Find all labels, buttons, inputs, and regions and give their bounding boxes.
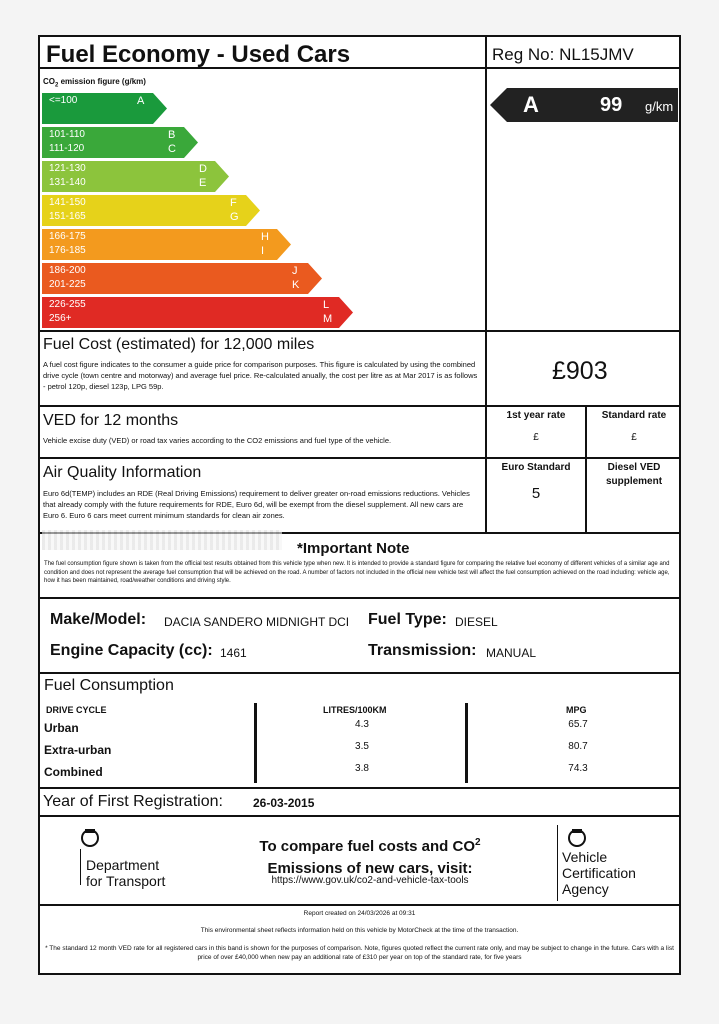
divider	[485, 67, 487, 405]
compare-url: https://www.gov.uk/co2-and-vehicle-tax-tools	[271, 875, 469, 886]
dft-name: Department for Transport	[86, 857, 166, 889]
divider	[254, 703, 257, 783]
co2-band-letter: F	[230, 197, 237, 209]
fuel-type-value: DIESEL	[455, 615, 498, 629]
compare-heading: To compare fuel costs and $CO^2$ Emissions of new cars, visit:	[259, 837, 481, 877]
co2-chart-label: $CO_2$ emission figure (g/km)	[43, 77, 146, 89]
co2-band	[42, 127, 198, 158]
consumption-mpg: 74.3	[568, 763, 588, 774]
first-registration-label: Year of First Registration:	[43, 793, 223, 810]
important-note-text: The fuel consumption figure shown is taken from the official test results obtained from this vehicle type when new. It is intended to provide a standard figure for comparing the relative fuel economy of different vehicles of a similar age and condition and does not represent the average fuel consumption that will be achieved on the road. A number of factors not included in the official new vehicle test will affect the fuel consumption achieved on the road including: vehicle age, how it has been maintained, road/weather conditions and driving style.	[44, 561, 670, 584]
co2-band-range: 186-200	[49, 265, 86, 276]
divider	[40, 787, 679, 789]
ved-description: Vehicle excise duty (VED) or road tax varies according to the CO2 emissions and fuel type of the vehicle.	[43, 436, 392, 445]
divider	[465, 703, 468, 783]
fuel-cost-amount: £903	[552, 357, 608, 385]
co2-band-letter: G	[230, 211, 239, 223]
co2-band-letter: B	[168, 129, 176, 141]
transmission-label: Transmission:	[368, 642, 477, 659]
co2-band-range: 131-140	[49, 177, 86, 188]
mpg-header: MPG	[566, 705, 587, 715]
co2-band-range: <=100	[49, 95, 78, 106]
euro-standard-label: Euro Standard	[501, 462, 571, 473]
consumption-litres: 4.3	[355, 719, 369, 730]
redacted-strip	[42, 530, 282, 550]
consumption-mpg: 80.7	[568, 741, 588, 752]
divider	[40, 67, 679, 69]
fuel-type-label: Fuel Type:	[368, 611, 447, 628]
divider	[40, 405, 679, 407]
engine-capacity-label: Engine Capacity (cc):	[50, 642, 213, 659]
co2-band	[42, 229, 291, 260]
consumption-row-label: Extra-urban	[44, 743, 112, 757]
make-model-label: Make/Model:	[50, 611, 147, 628]
fuel-cost-description: A fuel cost figure indicates to the consumer a guide price for comparison purposes. This figure is calculated by using the combined drive cycle (town centre and motorway) and average fuel price. Re-calculated anually, the cost per litre as at Mar 2017 is as follows - petrol 120p, diesel 123p, LPG 59p.	[43, 360, 478, 391]
royal-crest-icon	[565, 827, 589, 847]
litres-header: LITRES/100KM	[323, 705, 387, 715]
important-note-title: *Important Note	[297, 540, 410, 557]
report-reflects: This environmental sheet reflects information held on this vehicle by MotorCheck at the time of the transaction.	[200, 927, 519, 934]
co2-band-range: 111-120	[49, 143, 85, 154]
registration-number: Reg No: NL15JMV	[492, 45, 634, 64]
ved-standard-value: £	[631, 432, 637, 443]
rating-value: 99	[600, 94, 623, 116]
make-model-value: DACIA SANDERO MIDNIGHT DCI	[164, 615, 350, 629]
euro-standard-value: 5	[531, 485, 541, 502]
logo-rule	[80, 849, 81, 885]
co2-band-letter: C	[168, 143, 176, 155]
vca-name: Vehicle Certification Agency	[562, 849, 636, 897]
co2-band-range: 166-175	[49, 231, 86, 242]
fuel-cost-title: Fuel Cost (estimated) for 12,000 miles	[43, 336, 315, 353]
divider	[40, 457, 679, 459]
rating-unit: g/km	[645, 99, 674, 114]
co2-band-letter: I	[261, 245, 265, 257]
rating-letter: A	[523, 92, 539, 117]
consumption-row-label: Combined	[44, 765, 103, 779]
diesel-ved-label-1: Diesel VED	[607, 462, 661, 473]
co2-band-range: 141-150	[49, 197, 86, 208]
co2-band-letter: A	[137, 95, 145, 107]
co2-band-letter: D	[199, 163, 207, 175]
consumption-row-label: Urban	[44, 721, 79, 735]
transmission-value: MANUAL	[486, 646, 537, 660]
divider	[40, 815, 679, 817]
diesel-ved-label-2: supplement	[605, 476, 663, 487]
co2-band-letter: E	[199, 177, 207, 189]
consumption-mpg: 65.7	[568, 719, 588, 730]
fuel-consumption-title: Fuel Consumption	[44, 677, 174, 694]
co2-band	[42, 93, 167, 124]
divider	[40, 597, 679, 599]
divider	[40, 672, 679, 674]
royal-crest-icon	[78, 827, 102, 847]
ved-title: VED for 12 months	[43, 412, 179, 429]
co2-band-range: 151-165	[49, 211, 86, 222]
co2-band-letter: H	[261, 231, 269, 243]
divider	[40, 904, 679, 906]
co2-band	[42, 161, 229, 192]
co2-band-range: 256+	[49, 313, 72, 324]
co2-band-letter: K	[292, 279, 300, 291]
co2-band-range: 121-130	[49, 163, 86, 174]
divider	[485, 37, 487, 67]
co2-band-range: 101-110	[49, 129, 85, 140]
fuel-economy-sheet	[38, 35, 681, 975]
ved-first-year-value: £	[533, 432, 539, 443]
dft-logo	[78, 827, 102, 852]
engine-capacity-value: 1461	[220, 646, 247, 660]
co2-band	[42, 263, 322, 294]
co2-band-letter: J	[292, 265, 298, 277]
co2-band-arrow	[42, 297, 353, 328]
co2-rating-badge	[490, 88, 678, 122]
co2-band	[42, 195, 260, 226]
first-registration-value: 26-03-2015	[253, 796, 315, 810]
consumption-litres: 3.5	[355, 741, 369, 752]
co2-band	[42, 297, 353, 328]
report-created: Report created on 24/03/2026 at 09:31	[303, 910, 416, 917]
co2-band-letter: L	[323, 299, 330, 311]
page-title: Fuel Economy - Used Cars	[46, 41, 351, 68]
co2-band-range: 226-255	[49, 299, 86, 310]
divider	[40, 330, 679, 332]
co2-band-range: 176-185	[49, 245, 86, 256]
logo-rule	[557, 825, 558, 901]
air-quality-description: Euro 6d(TEMP) includes an RDE (Real Driving Emissions) requirement to deliver greater on-road emissions reductions. Vehicles that already comply with the future requirements for RDE, Euro 6d, will be exempt from the diesel supplement. All new cars are Euro 6. Euro 6 cars meet current minimum standards for clean air zones.	[43, 489, 470, 520]
consumption-litres: 3.8	[355, 763, 369, 774]
drive-cycle-header: DRIVE CYCLE	[46, 705, 107, 715]
co2-band-range: 201-225	[49, 279, 86, 290]
co2-band-letter: M	[323, 313, 333, 325]
report-disclaimer: * The standard 12 month VED rate for all registered cars in this band is shown for the purposes of comparison. Note, figures quoted reflect the current rate only, and may be subject to change in the future. Cars with a list price of over £40,000 when new pay an additional rate of £310 per year on top of the standard rate, for five years	[45, 945, 674, 961]
ved-first-year-label: 1st year rate	[506, 410, 566, 421]
air-quality-title: Air Quality Information	[43, 464, 202, 481]
ved-standard-label: Standard rate	[601, 410, 667, 421]
